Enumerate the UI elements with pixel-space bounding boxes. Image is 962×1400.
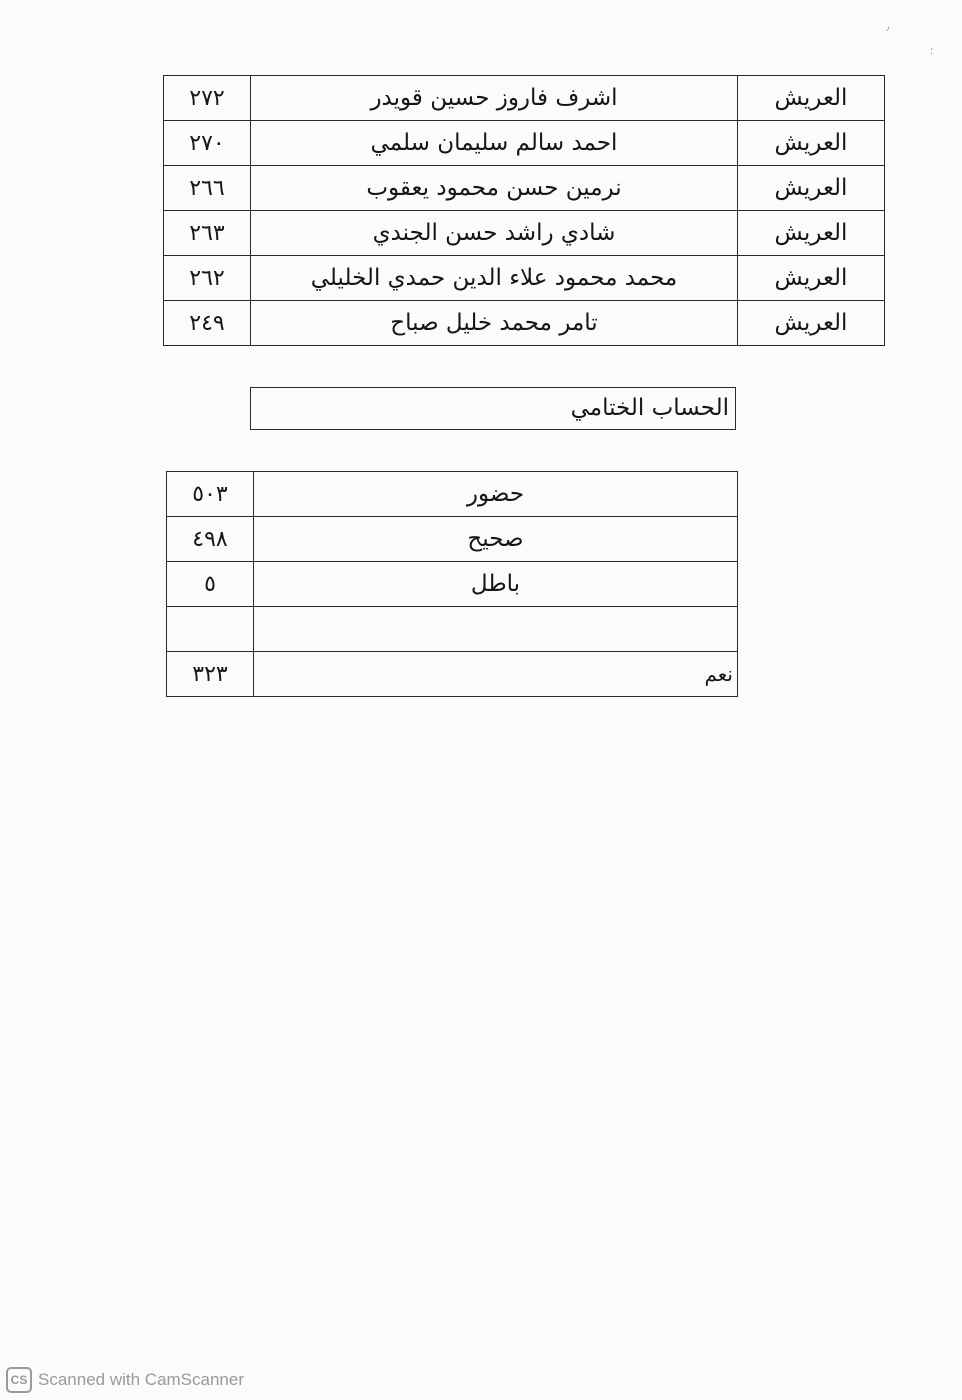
- table-row: [167, 652, 738, 697]
- candidate-name-cell: اشرف فاروز حسين قويدر: [251, 76, 738, 121]
- table-row: [164, 76, 885, 121]
- totals-value-cell: ٥: [167, 562, 254, 607]
- table-row: [167, 472, 738, 517]
- totals-label-cell: حضور: [254, 472, 738, 517]
- totals-label-cell: باطل: [254, 562, 738, 607]
- table-row: [167, 607, 738, 652]
- candidate-name-cell: احمد سالم سليمان سلمي: [251, 121, 738, 166]
- camscanner-logo-icon: CS: [6, 1367, 32, 1393]
- votes-cell: ٢٤٩: [164, 301, 251, 346]
- table-row: [164, 211, 885, 256]
- candidate-name-cell: محمد محمود علاء الدين حمدي الخليلي: [251, 256, 738, 301]
- totals-value-cell: [167, 607, 254, 652]
- city-cell: العريش: [738, 301, 885, 346]
- totals-value-cell: ٤٩٨: [167, 517, 254, 562]
- totals-table: [166, 471, 738, 697]
- votes-cell: ٢٦٣: [164, 211, 251, 256]
- final-account-title: الحساب الختامي: [250, 387, 736, 430]
- votes-cell: ٢٧٠: [164, 121, 251, 166]
- table-row: [164, 121, 885, 166]
- totals-value-cell: ٥٠٣: [167, 472, 254, 517]
- camscanner-watermark: [6, 1366, 244, 1394]
- votes-cell: ٢٧٢: [164, 76, 251, 121]
- votes-cell: ٢٦٦: [164, 166, 251, 211]
- city-cell: العريش: [738, 166, 885, 211]
- candidates-table: [163, 75, 885, 346]
- candidate-name-cell: نرمين حسن محمود يعقوب: [251, 166, 738, 211]
- table-row: [164, 256, 885, 301]
- table-row: [164, 301, 885, 346]
- city-cell: العريش: [738, 211, 885, 256]
- corner-mark: ٫: [886, 22, 890, 33]
- city-cell: العريش: [738, 76, 885, 121]
- totals-label-cell: [254, 607, 738, 652]
- table-row: [167, 517, 738, 562]
- votes-cell: ٢٦٢: [164, 256, 251, 301]
- totals-label-cell: نعم: [254, 652, 738, 697]
- totals-value-cell: ٣٢٣: [167, 652, 254, 697]
- candidate-name-cell: شادي راشد حسن الجندي: [251, 211, 738, 256]
- city-cell: العريش: [738, 121, 885, 166]
- totals-label-cell: صحيح: [254, 517, 738, 562]
- corner-mark: ؛: [930, 46, 934, 57]
- table-row: [164, 166, 885, 211]
- table-row: [167, 562, 738, 607]
- candidate-name-cell: تامر محمد خليل صباح: [251, 301, 738, 346]
- watermark-text: Scanned with CamScanner: [38, 1370, 245, 1389]
- city-cell: العريش: [738, 256, 885, 301]
